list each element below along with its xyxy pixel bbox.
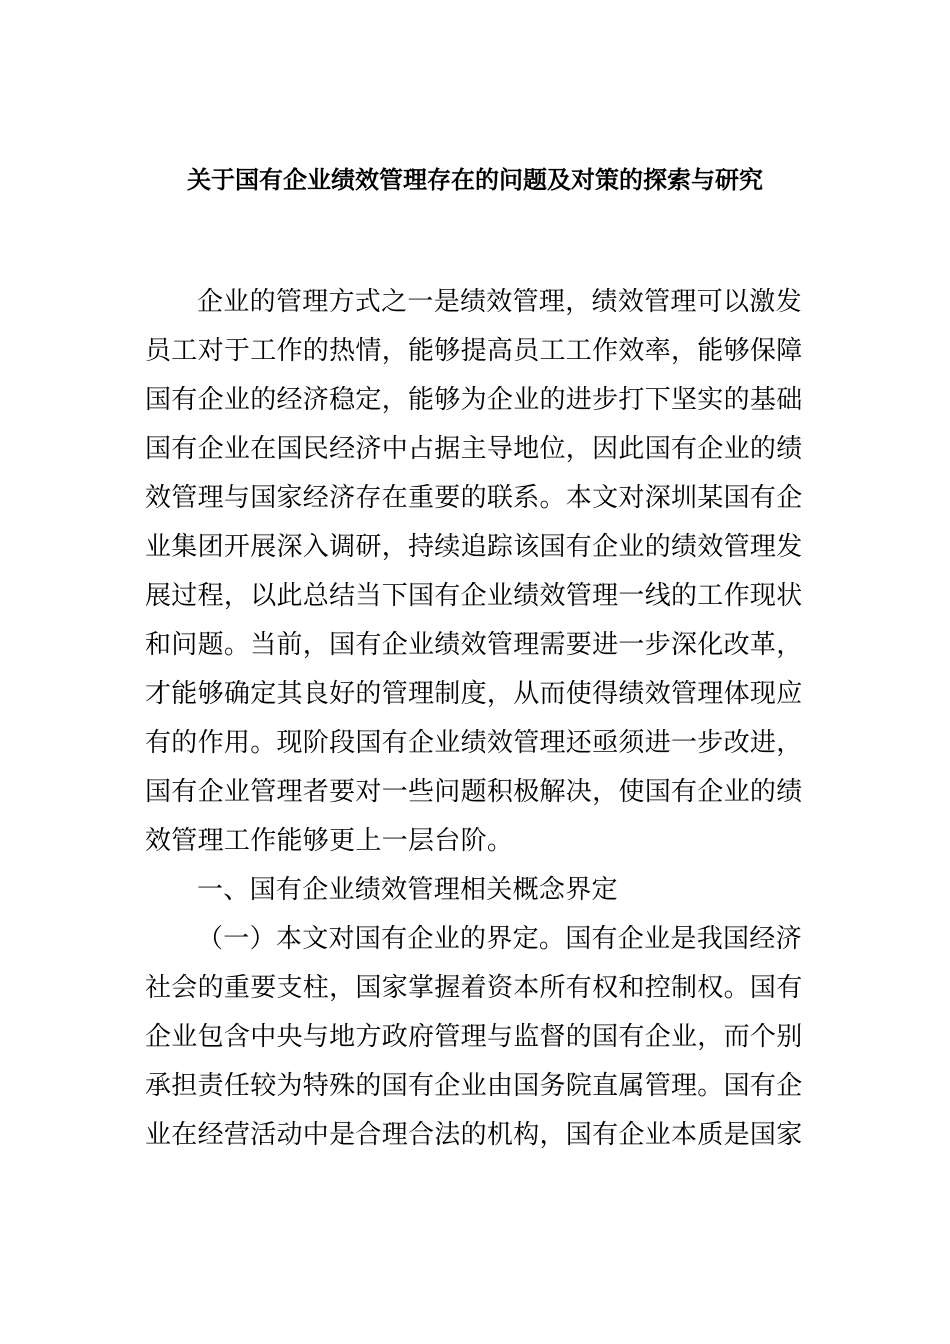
text-line: 国有企业在国民经济中占据主导地位，因此国有企业的绩	[145, 434, 803, 464]
text-line: 承担责任较为特殊的国有企业由国务院直属管理。国有企	[145, 1071, 803, 1101]
text-line: 效管理工作能够更上一层台阶。	[145, 826, 514, 856]
text-line: 业在经营活动中是合理合法的机构，国有企业本质是国家	[145, 1120, 803, 1150]
section-heading: 一、国有企业绩效管理相关概念界定	[197, 875, 618, 905]
text-line: 员工对于工作的热情，能够提高员工工作效率，能够保障	[145, 336, 803, 366]
text-line: 才能够确定其良好的管理制度，从而使得绩效管理体现应	[145, 679, 803, 709]
text-line: 企业包含中央与地方政府管理与监督的国有企业，而个别	[145, 1022, 803, 1052]
document-title: 关于国有企业绩效管理存在的问题及对策的探索与研究	[187, 166, 763, 194]
text-line: （一）本文对国有企业的界定。国有企业是我国经济	[197, 924, 802, 954]
text-line: 业集团开展深入调研，持续追踪该国有企业的绩效管理发	[145, 532, 803, 562]
text-line: 和问题。当前，国有企业绩效管理需要进一步深化改革，	[145, 630, 803, 660]
text-line: 企业的管理方式之一是绩效管理，绩效管理可以激发	[197, 287, 802, 317]
text-line: 国有企业管理者要对一些问题积极解决，使国有企业的绩	[145, 777, 803, 807]
text-line: 展过程，以此总结当下国有企业绩效管理一线的工作现状	[145, 581, 803, 611]
text-line: 效管理与国家经济存在重要的联系。本文对深圳某国有企	[145, 483, 803, 513]
document-body	[145, 278, 805, 1160]
text-line: 社会的重要支柱，国家掌握着资本所有权和控制权。国有	[145, 973, 803, 1003]
text-line: 有的作用。现阶段国有企业绩效管理还亟须进一步改进，	[145, 728, 803, 758]
text-line: 国有企业的经济稳定，能够为企业的进步打下坚实的基础	[145, 385, 803, 415]
